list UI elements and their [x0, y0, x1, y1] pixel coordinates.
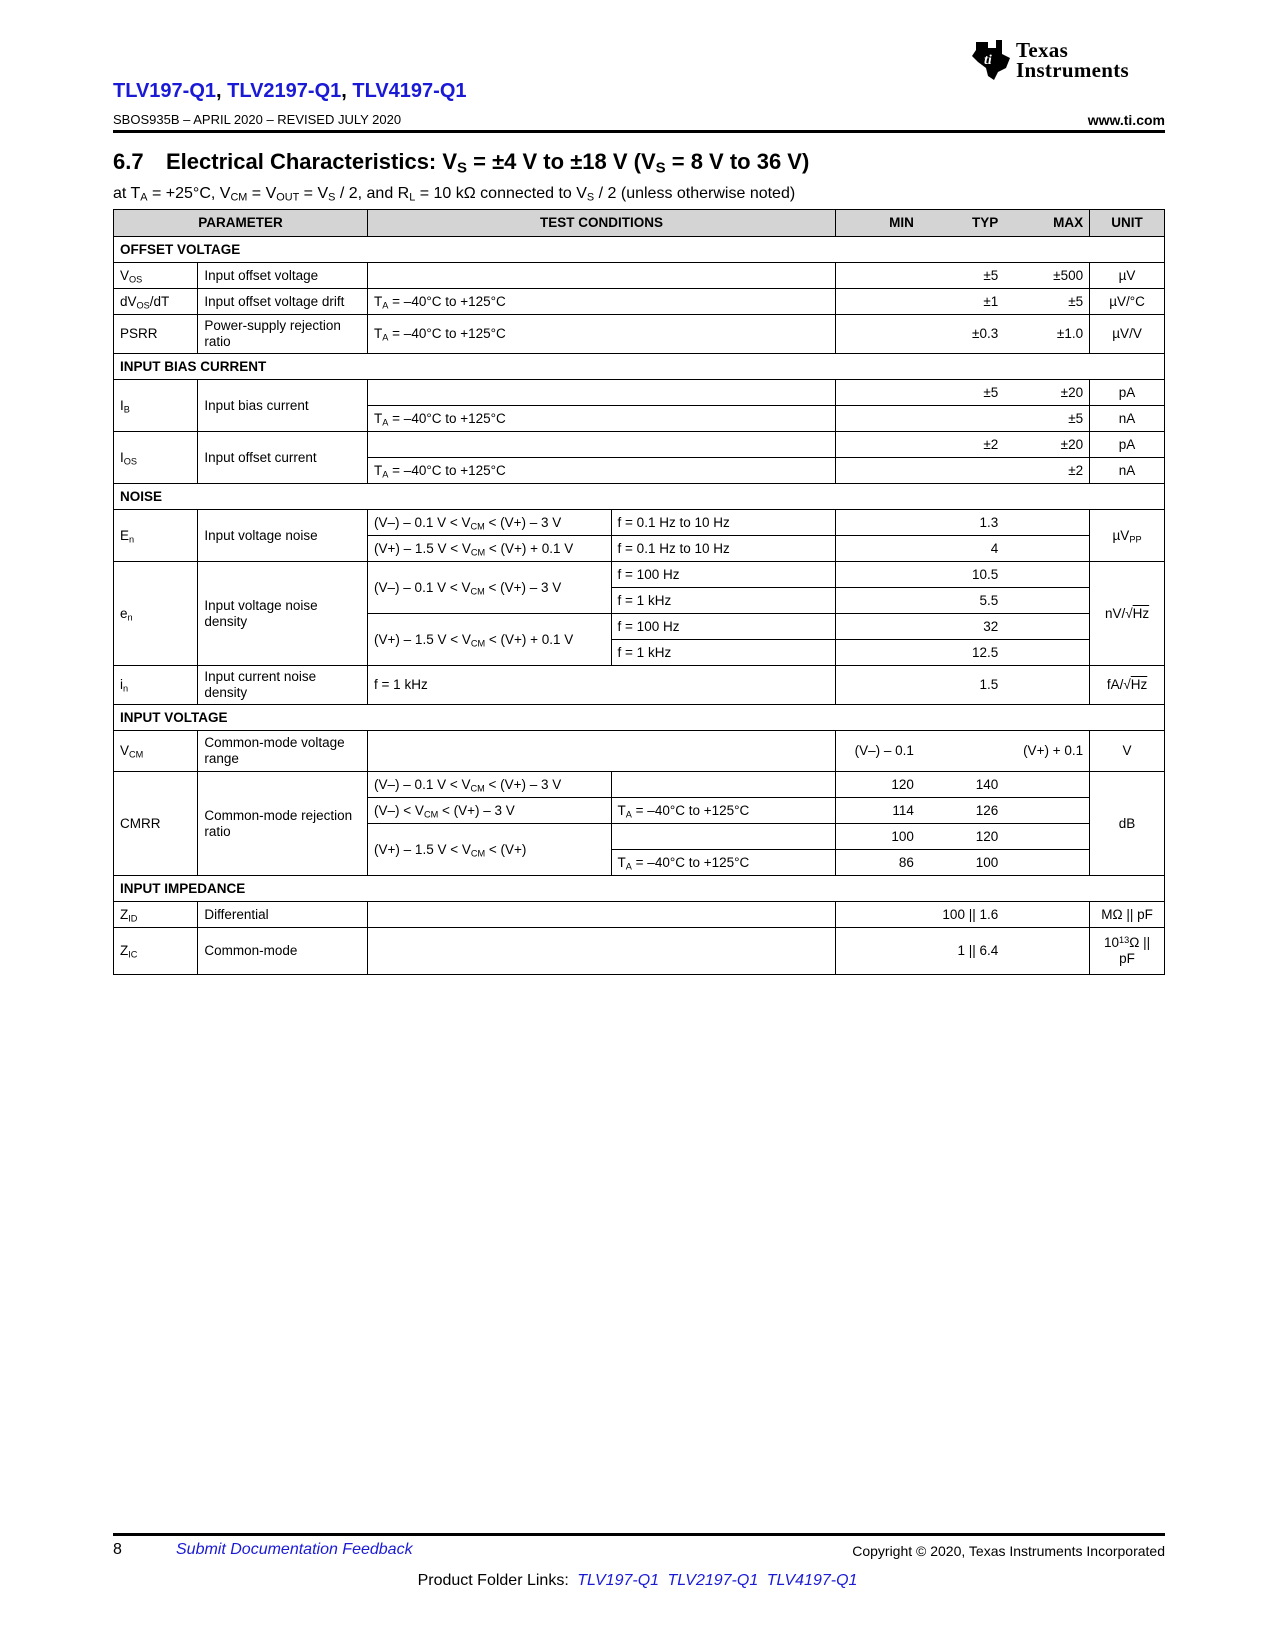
- min-value: [836, 666, 920, 705]
- param-name: Input voltage noise: [198, 510, 368, 562]
- min-value: [836, 902, 920, 928]
- test-frequency: f = 100 Hz: [611, 562, 836, 588]
- unit-value: $10^{13}\Omega$ || pF: [1090, 928, 1165, 975]
- max-value: [1004, 536, 1089, 562]
- part-link-1[interactable]: TLV197-Q1: [113, 80, 216, 102]
- test-condition: [368, 731, 836, 772]
- param-name: Common-mode: [198, 928, 368, 975]
- param-symbol: CMRR: [114, 772, 198, 876]
- test-condition: $T_A = -40^\circ C$ to +125°C: [368, 289, 836, 315]
- typ-value: 120: [920, 824, 1004, 850]
- max-value: ±500: [1004, 263, 1089, 289]
- copyright: Copyright © 2020, Texas Instruments Incorporated: [852, 1543, 1165, 1559]
- min-value: [836, 562, 920, 588]
- typ-value: [920, 458, 1004, 484]
- table-row: [114, 562, 1165, 588]
- col-header-test-conditions: TEST CONDITIONS: [368, 210, 836, 237]
- min-value: [836, 510, 920, 536]
- ti-wordmark-line2: Instruments: [1016, 58, 1129, 82]
- max-value: [1004, 824, 1089, 850]
- min-value: [836, 640, 920, 666]
- min-value: [836, 432, 920, 458]
- unit-value: MΩ || pF: [1090, 902, 1165, 928]
- typ-value: 1.5: [920, 666, 1004, 705]
- product-folder-link-1[interactable]: TLV197-Q1: [577, 1572, 660, 1589]
- feedback-link[interactable]: Submit Documentation Feedback: [176, 1541, 413, 1558]
- min-value: [836, 289, 920, 315]
- min-value: [836, 588, 920, 614]
- test-condition: [368, 432, 836, 458]
- ti-logo: [970, 36, 1165, 84]
- test-conditions-note: at $T_A = +25^\circ C$, $V_{CM} = V_{OUT} = V_S / 2$, and $R_L = 10$ kΩ connected to $V_S / 2$ (unless otherwise noted): [113, 185, 796, 204]
- test-condition: (V–) – 0.1 $V < V_{CM} < (V+) - 3$ V: [368, 772, 612, 798]
- max-value: ±20: [1004, 432, 1089, 458]
- footer-rule: [113, 1533, 1165, 1536]
- table-row: [114, 380, 1165, 406]
- test-condition: $T_A = -40^\circ C$ to +125°C: [368, 458, 836, 484]
- section-row-offset-voltage: OFFSET VOLTAGE: [114, 237, 1165, 263]
- test-frequency: f = 0.1 Hz to 10 Hz: [611, 536, 836, 562]
- typ-value: [920, 406, 1004, 432]
- table-row: [114, 731, 1165, 772]
- test-condition: $T_A = -40^\circ C$ to +125°C: [368, 315, 836, 354]
- max-value: [1004, 928, 1089, 975]
- table-header-row: [114, 210, 1165, 237]
- param-symbol: $E_n$: [114, 510, 198, 562]
- test-frequency: f = 0.1 Hz to 10 Hz: [611, 510, 836, 536]
- param-name: Input current noise density: [198, 666, 368, 705]
- test-condition: (V+) – 1.5 $V < V_{CM} < (V+) + 0.1$ V: [368, 614, 612, 666]
- param-name: Differential: [198, 902, 368, 928]
- max-value: [1004, 666, 1089, 705]
- param-symbol: $e_n$: [114, 562, 198, 666]
- min-value: (V–) – 0.1: [836, 731, 920, 772]
- typ-value: [920, 731, 1004, 772]
- test-temperature: [611, 772, 836, 798]
- param-symbol: PSRR: [114, 315, 198, 354]
- part-link-2[interactable]: TLV2197-Q1: [227, 80, 342, 102]
- site-link[interactable]: www.ti.com: [1087, 112, 1165, 128]
- section-number: 6.7: [113, 149, 144, 174]
- unit-value: V: [1090, 731, 1165, 772]
- table-row: [114, 432, 1165, 458]
- unit-value: pA: [1090, 432, 1165, 458]
- table-row: [114, 772, 1165, 798]
- ti-wordmark: [1016, 40, 1129, 80]
- param-name: Input offset voltage drift: [198, 289, 368, 315]
- col-header-min: MIN: [836, 210, 920, 237]
- document-title: TLV197-Q1, TLV2197-Q1, TLV4197-Q1: [113, 80, 467, 102]
- test-temperature: $T_A = -40^\circ C$ to +125°C: [611, 798, 836, 824]
- table-row: [114, 510, 1165, 536]
- typ-value: 1.3: [920, 510, 1004, 536]
- max-value: ±20: [1004, 380, 1089, 406]
- test-condition: $(V-) < V_{CM} < (V+) - 3$ V: [368, 798, 612, 824]
- param-name: Input offset voltage: [198, 263, 368, 289]
- max-value: ±5: [1004, 289, 1089, 315]
- test-condition: $T_A = -40^\circ C$ to +125°C: [368, 406, 836, 432]
- typ-value: 4: [920, 536, 1004, 562]
- unit-value: µV/V: [1090, 315, 1165, 354]
- test-temperature: $T_A = -40^\circ C$ to +125°C: [611, 850, 836, 876]
- test-condition: (V–) – 0.1 $V < V_{CM} < (V+) - 3$ V: [368, 510, 612, 536]
- min-value: [836, 380, 920, 406]
- param-name: Common-mode rejection ratio: [198, 772, 368, 876]
- product-folder-link-3[interactable]: TLV4197-Q1: [766, 1572, 858, 1589]
- param-name: Common-mode voltage range: [198, 731, 368, 772]
- table-row: [114, 666, 1165, 705]
- typ-value: 10.5: [920, 562, 1004, 588]
- col-header-parameter: PARAMETER: [114, 210, 368, 237]
- product-folder-links: [0, 1572, 1275, 1590]
- typ-value: 5.5: [920, 588, 1004, 614]
- test-condition: (V+) – 1.5 $V < V_{CM} < (V+)$: [368, 824, 612, 876]
- max-value: [1004, 772, 1089, 798]
- max-value: [1004, 798, 1089, 824]
- param-symbol: $Z_{IC}$: [114, 928, 198, 975]
- section-row-input-impedance: INPUT IMPEDANCE: [114, 876, 1165, 902]
- product-folder-link-2[interactable]: TLV2197-Q1: [667, 1572, 759, 1589]
- typ-value: ±0.3: [920, 315, 1004, 354]
- typ-value: ±5: [920, 380, 1004, 406]
- min-value: [836, 458, 920, 484]
- max-value: (V+) + 0.1: [1004, 731, 1089, 772]
- unit-value: dB: [1090, 772, 1165, 876]
- section-row-input-voltage: INPUT VOLTAGE: [114, 705, 1165, 731]
- col-header-max: MAX: [1004, 210, 1089, 237]
- typ-value: 100 || 1.6: [920, 902, 1004, 928]
- min-value: [836, 263, 920, 289]
- param-symbol: $V_{OS}$: [114, 263, 198, 289]
- unit-value: nV/√Hz: [1090, 562, 1165, 666]
- test-condition: [368, 902, 836, 928]
- param-name: Input voltage noise density: [198, 562, 368, 666]
- svg-text:ti: ti: [984, 53, 992, 68]
- param-name: Power-supply rejection ratio: [198, 315, 368, 354]
- test-frequency: f = 1 kHz: [611, 640, 836, 666]
- param-symbol: $I_{OS}$: [114, 432, 198, 484]
- section-title: Electrical Characteristics: $V_S = \pm 4$ V to ±18 V ($V_S = 8$ V to 36 V): [166, 149, 810, 177]
- typ-value: ±1: [920, 289, 1004, 315]
- ti-wordmark-line1: Texas: [1016, 38, 1069, 62]
- unit-value: nA: [1090, 406, 1165, 432]
- min-value: 114: [836, 798, 920, 824]
- test-condition: [368, 928, 836, 975]
- test-condition: [368, 263, 836, 289]
- product-folder-label: Product Folder Links:: [417, 1572, 569, 1589]
- param-symbol: $I_B$: [114, 380, 198, 432]
- unit-value: pA: [1090, 380, 1165, 406]
- param-symbol: $Z_{ID}$: [114, 902, 198, 928]
- table-row: [114, 928, 1165, 975]
- test-condition: (V+) – 1.5 $V < V_{CM} < (V+) + 0.1$ V: [368, 536, 612, 562]
- min-value: 120: [836, 772, 920, 798]
- document-revision: SBOS935B – APRIL 2020 – REVISED JULY 2020: [113, 112, 402, 127]
- typ-value: 126: [920, 798, 1004, 824]
- unit-value: fA/√Hz: [1090, 666, 1165, 705]
- electrical-characteristics-table: [113, 209, 1165, 975]
- page-number: 8: [113, 1541, 122, 1558]
- min-value: [836, 536, 920, 562]
- min-value: [836, 928, 920, 975]
- test-frequency: f = 100 Hz: [611, 614, 836, 640]
- typ-value: 1 || 6.4: [920, 928, 1004, 975]
- typ-value: ±2: [920, 432, 1004, 458]
- typ-value: 12.5: [920, 640, 1004, 666]
- unit-value: µV/°C: [1090, 289, 1165, 315]
- min-value: [836, 614, 920, 640]
- typ-value: 140: [920, 772, 1004, 798]
- test-condition: (V–) – 0.1 $V < V_{CM} < (V+) - 3$ V: [368, 562, 612, 614]
- table-row: [114, 902, 1165, 928]
- test-condition: f = 1 kHz: [368, 666, 836, 705]
- section-heading: [113, 149, 809, 175]
- col-header-unit: UNIT: [1090, 210, 1165, 237]
- table-row: [114, 289, 1165, 315]
- test-frequency: f = 1 kHz: [611, 588, 836, 614]
- param-symbol: $V_{CM}$: [114, 731, 198, 772]
- header-rule: [113, 130, 1165, 133]
- max-value: [1004, 562, 1089, 588]
- section-row-noise: NOISE: [114, 484, 1165, 510]
- table-row: [114, 263, 1165, 289]
- min-value: [836, 406, 920, 432]
- max-value: [1004, 640, 1089, 666]
- max-value: [1004, 850, 1089, 876]
- max-value: [1004, 614, 1089, 640]
- max-value: [1004, 588, 1089, 614]
- typ-value: 32: [920, 614, 1004, 640]
- max-value: ±2: [1004, 458, 1089, 484]
- typ-value: 100: [920, 850, 1004, 876]
- section-row-input-bias-current: INPUT BIAS CURRENT: [114, 354, 1165, 380]
- table-row: [114, 315, 1165, 354]
- min-value: 86: [836, 850, 920, 876]
- min-value: 100: [836, 824, 920, 850]
- param-symbol: $dV_{OS}/dT$: [114, 289, 198, 315]
- max-value: [1004, 510, 1089, 536]
- param-name: Input bias current: [198, 380, 368, 432]
- part-link-3[interactable]: TLV4197-Q1: [352, 80, 467, 102]
- unit-value: µV$_{PP}$: [1090, 510, 1165, 562]
- param-symbol: $i_n$: [114, 666, 198, 705]
- max-value: ±1.0: [1004, 315, 1089, 354]
- col-header-typ: TYP: [920, 210, 1004, 237]
- test-temperature: [611, 824, 836, 850]
- unit-value: µV: [1090, 263, 1165, 289]
- test-condition: [368, 380, 836, 406]
- max-value: [1004, 902, 1089, 928]
- unit-value: nA: [1090, 458, 1165, 484]
- min-value: [836, 315, 920, 354]
- param-name: Input offset current: [198, 432, 368, 484]
- texas-state-icon: [970, 38, 1012, 82]
- typ-value: ±5: [920, 263, 1004, 289]
- max-value: ±5: [1004, 406, 1089, 432]
